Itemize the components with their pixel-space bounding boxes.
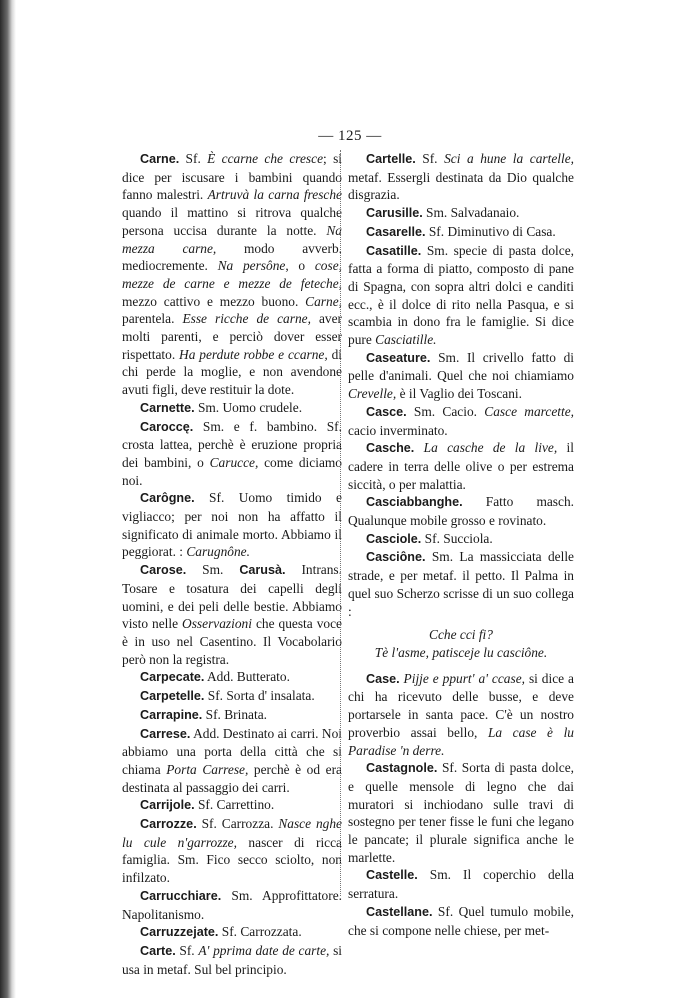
entry-headword: Carrozze.: [140, 817, 197, 832]
entry-text: Sf. Sorta d' insalata.: [204, 688, 315, 704]
dictionary-entry: [122, 561, 342, 668]
verse-quote: [348, 626, 574, 661]
entry-text: Add. Butterato.: [204, 669, 290, 685]
entry-italic-text: Carugnône.: [186, 544, 250, 560]
entry-text: che questa voce è in uso nel Casentino. Il Vocabolario però non la registra.: [122, 616, 342, 667]
entry-italic-text: È ccarne che cresce: [207, 151, 324, 166]
dictionary-entry: [122, 706, 342, 725]
entry-italic-text: Osservazioni: [182, 616, 252, 632]
dictionary-entry: [348, 493, 574, 529]
dictionary-entry: [122, 399, 342, 418]
entry-italic-text: Casciatille.: [375, 332, 437, 348]
dictionary-entry: [122, 725, 342, 797]
entry-text: metaf. Essergli destinata da Dio qualche disgrazia.: [348, 169, 574, 203]
dictionary-entry: [348, 866, 574, 902]
dictionary-entry: [348, 670, 574, 760]
entry-text: Sf.: [415, 151, 445, 166]
entry-italic-text: Porta Carrese,: [166, 761, 249, 777]
entry-text: , mezzo cattivo e mezzo buono.: [122, 275, 342, 309]
dictionary-entry: [122, 687, 342, 706]
entry-text: Sm. Salvadanaio.: [422, 205, 520, 221]
entry-italic-text: Casce marcette,: [484, 403, 574, 419]
entry-headword: Case.: [366, 671, 400, 686]
dictionary-entry: [122, 887, 342, 923]
entry-italic-text: Ha perdute robbe e ccarne,: [179, 346, 328, 362]
dictionary-entry: [348, 204, 574, 223]
entry-headword: Carruzzejate.: [140, 925, 219, 940]
entry-italic-text: Carne,: [305, 293, 342, 309]
entry-headword: Carrapine.: [140, 707, 203, 722]
dictionary-entry: [348, 548, 574, 620]
entry-headword: Carne.: [140, 152, 180, 166]
entry-text: Sm. e f. bambino. Sf. crosta lattea, perchè è eruzione propria dei bambini, o: [122, 418, 342, 470]
entry-text: ; si dice per iscusare i bambini quando fanno malestri.: [122, 151, 342, 203]
entry-text: Sf.: [175, 942, 199, 958]
entry-headword: Carrijole.: [140, 798, 195, 813]
dictionary-entry: [122, 815, 342, 887]
dictionary-entry: [348, 242, 574, 349]
entry-text: si dice a chi ha ricevuto delle busse, e deve portarsele in santa pace. C'è un nostro proverbio assai bello,: [348, 670, 574, 740]
dictionary-entry: [122, 923, 342, 942]
entry-text: si usa in metaf. Sul bel principio.: [122, 942, 343, 977]
entry-text: Sm. Il coperchio della serratura.: [348, 867, 574, 902]
entry-italic-text: cose, mezze de carne e mezze de feteche: [122, 258, 342, 291]
entry-headword: Carusà.: [239, 563, 286, 578]
entry-headword: Casce.: [366, 404, 407, 419]
entry-headword: Castelle.: [366, 868, 418, 883]
entry-headword: Carte.: [140, 943, 176, 958]
left-column: [122, 150, 342, 978]
entry-text: Sf. Quel tumulo mobile, che si compone nelle chiese, per met-: [348, 903, 574, 938]
entry-text: Sm. La massicciata delle strade, e per metaf. il petto. Il Palma in quel suo Scherzo scrisse di un suo collega :: [348, 549, 574, 619]
entry-text: aver molti parenti, e perciò dover esser rispettato.: [122, 311, 343, 362]
entry-text: Sm. Cacio.: [406, 403, 485, 419]
page-number: — 125 —: [318, 128, 382, 144]
entry-italic-text: Sci a hune la cartelle,: [444, 151, 574, 166]
dictionary-entry: [348, 150, 574, 204]
entry-text: Sf. Diminutivo di Casa.: [425, 223, 556, 239]
entry-headword: Caroccę.: [140, 419, 194, 434]
entry-headword: Casciône.: [366, 550, 426, 565]
entry-headword: Carose.: [140, 563, 187, 578]
entry-text: Sm. Il crivello fatto di pelle d'animali. Quel che noi chiamiamo: [348, 349, 574, 384]
entry-text: di chi perde la moglie, e non avendone avuti figli, deve restituir la dote.: [122, 346, 342, 398]
entry-text: Sm. Uomo crudele.: [194, 399, 303, 415]
entry-text: perchè è od era destinata al passaggio dei carri.: [122, 761, 342, 795]
dictionary-entry: [122, 668, 342, 687]
dictionary-entry: [122, 418, 342, 490]
entry-italic-text: La case è lu Paradise 'n derre.: [348, 724, 574, 758]
dictionary-entry: [348, 349, 574, 403]
entry-headword: Carusille.: [366, 206, 423, 221]
dictionary-entry: [122, 942, 342, 978]
entry-text: Sf. Succiola.: [421, 530, 493, 546]
entry-headword: Carrucchiare.: [140, 888, 222, 903]
entry-headword: Casciabbanghe.: [366, 495, 463, 510]
dictionary-entry: [122, 489, 342, 561]
entry-text: Sf. Carrettino.: [194, 797, 275, 813]
entry-text: Sf. Brinata.: [202, 706, 268, 722]
entry-headword: Carnette.: [140, 400, 195, 415]
entry-headword: Casarelle.: [366, 224, 426, 239]
dictionary-entry: [348, 439, 574, 493]
dictionary-entry: [122, 150, 342, 399]
entry-text: Fatto masch. Qualunque mobile grosso e rovinato.: [348, 494, 574, 529]
entry-text: quando il mattino si ritrova qualche persona uccisa durante la notte.: [122, 205, 342, 238]
entry-text: , o: [285, 258, 315, 274]
entry-italic-text: Crevelle,: [348, 386, 397, 402]
entry-text: cacio inverminato.: [348, 422, 448, 438]
right-column: [348, 150, 574, 939]
entry-text: come diciamo noi.: [122, 454, 342, 488]
entry-headword: Carpetelle.: [140, 689, 205, 704]
entry-italic-text: Pijje e ppurt' a' ccase,: [403, 670, 526, 686]
entry-italic-text: Na persône: [217, 258, 286, 274]
verse-line: Cche cci fi?: [429, 627, 493, 643]
entry-headword: Castagnole.: [366, 761, 438, 776]
entry-text: Sm. Approfittatore. Napolitanismo.: [122, 887, 342, 922]
dictionary-entry: [348, 223, 574, 242]
entry-headword: Casche.: [366, 441, 415, 456]
entry-headword: Castellane.: [366, 904, 433, 919]
entry-text: Sf. Carrozzata.: [218, 924, 302, 940]
entry-text: Sf. Uomo timido e vigliacco; per noi non ha affatto il significato di animale morto. Abbiamo il peggiorat. :: [122, 490, 342, 560]
entry-text: Sf. Carrozza.: [196, 816, 279, 832]
entry-text: Add. Destinato ai carri. Noi abbiamo una porta della città che si chiama: [122, 725, 342, 777]
entry-italic-text: Na mezza carne,: [122, 222, 342, 256]
entry-text: il cadere in terra delle olive o per estrema siccità, o per malattia.: [348, 440, 574, 492]
entry-italic-text: A' pprima date de carte,: [198, 942, 330, 958]
entry-italic-text: Esse ricche de carne,: [182, 311, 311, 327]
entry-headword: Carpecate.: [140, 670, 205, 685]
entry-headword: Casciole.: [366, 531, 422, 546]
entry-text: Sf. Sorta di pasta dolce, e quelle mensole di legno che dai muratori si inchiodano sulle travi di sostegno per tener fisse le funi che legano le pancate; il plurale significa anche le marlette.: [348, 760, 574, 865]
entry-text: Sm.: [186, 562, 240, 578]
dictionary-entry: [348, 403, 574, 439]
dictionary-entry: [348, 530, 574, 549]
entry-headword: Casatille.: [366, 243, 422, 258]
column-divider: [340, 150, 341, 896]
entry-text: [414, 440, 423, 455]
dictionary-entry: [122, 796, 342, 815]
entry-text: Intrans. Tosare e tosatura dei capelli degli uomini, e dei peli delle bestie. Abbiamo visto nelle: [122, 562, 342, 632]
entry-text: nascer di ricca famiglia. Sm. Fico secco sciolto, non infilzato.: [122, 834, 342, 886]
entry-italic-text: Nasce nghe lu cule n'garrozze,: [122, 816, 343, 850]
entry-text: modo avverb. mediocremente.: [122, 240, 342, 274]
dictionary-entry: [348, 759, 574, 866]
verse-line: Tè l'asme, patisceje lu casciône.: [374, 644, 548, 660]
entry-headword: Carôgne.: [140, 491, 195, 506]
dictionary-entry: [348, 903, 574, 939]
entry-text: è il Vaglio dei Toscani.: [396, 386, 522, 402]
entry-text: parentela.: [122, 311, 183, 327]
entry-italic-text: Carucce,: [209, 454, 259, 470]
entry-headword: Cartelle.: [366, 152, 416, 166]
entry-text: Sm. specie di pasta dolce, fatta a forma di piatto, composto di pane di Spagna, con sopra altri dolci e canditi ecc., è il dolce di rito nella Pasqua, e si scambia in dono fra le famiglie. Si dice pure: [348, 242, 574, 348]
entry-italic-text: La casche de la live,: [423, 440, 558, 456]
entry-italic-text: Artruvà la carna fresche: [207, 187, 342, 203]
entry-headword: Caseature.: [366, 350, 431, 365]
entry-text: Sf.: [179, 151, 208, 166]
book-spine-shadow: [0, 0, 16, 998]
entry-headword: Carrese.: [140, 726, 191, 741]
